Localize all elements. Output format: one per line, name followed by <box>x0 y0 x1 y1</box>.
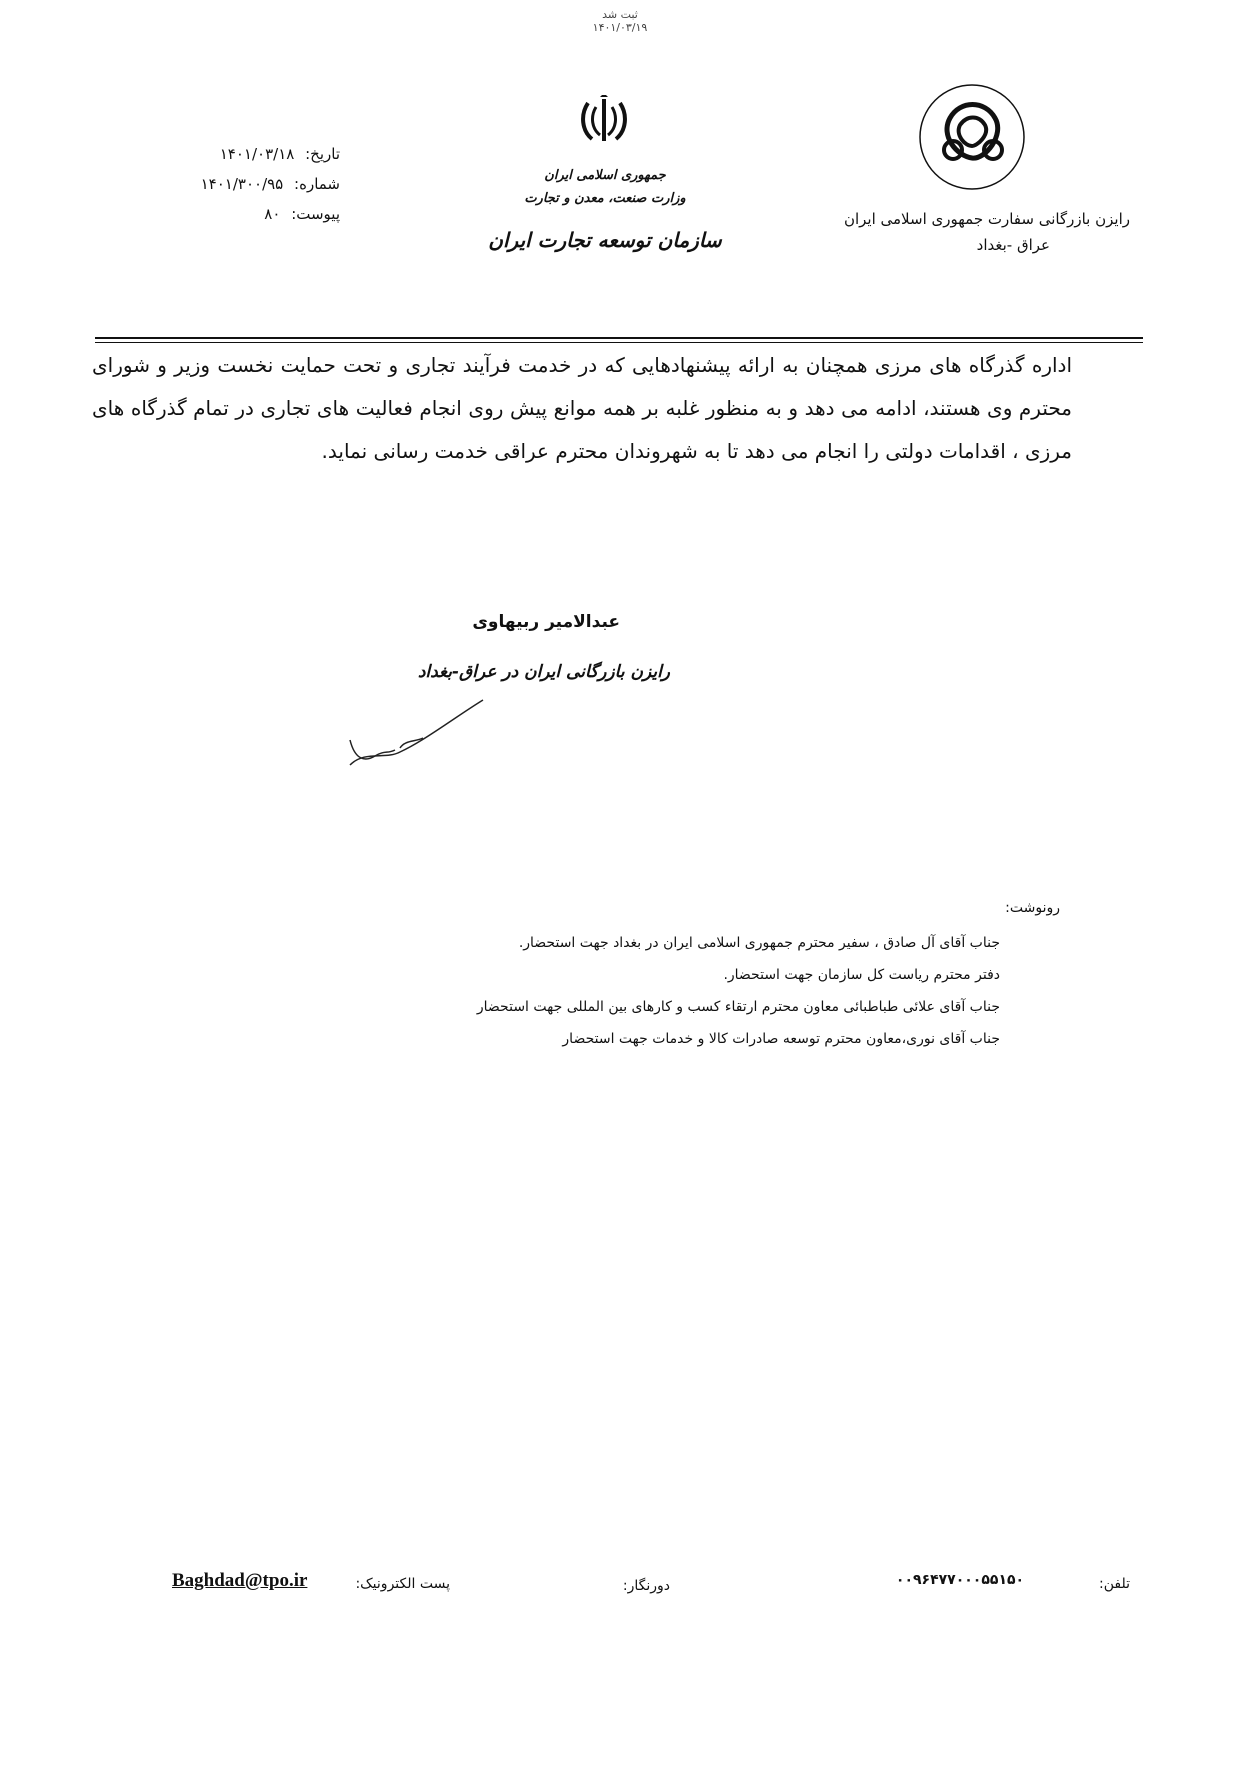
cc-item: دفتر محترم ریاست کل سازمان جهت استحضار. <box>723 967 1000 983</box>
letter-body: اداره گذرگاه های مرزی همچنان به ارائه پیشنهادهایی که در خدمت فرآیند تجاری و تحت حمایت نخست وزیر و شورای محترم وی هستند، ادامه می دهد و به منظور غلبه بر همه موانع پیش روی انجام فعالیت های تجاری در تمام گذرگاه های مرزی ، اقدامات دولتی را انجام می دهد تا به شهروندان محترم عراقی خدمت رسانی نماید. <box>92 353 1072 463</box>
office-block <box>810 210 1130 254</box>
date-value: ۱۴۰۱/۰۳/۱۸ <box>219 145 295 163</box>
republic-name: جمهوری اسلامی ایران <box>544 168 666 183</box>
stamp-line-2: ۱۴۰۱/۰۳/۱۹ <box>592 21 648 34</box>
stamp-line-1: ثبت شد <box>602 8 638 21</box>
cc-item: جناب آقای نوری،معاون محترم توسعه صادرات کالا و خدمات جهت استحضار <box>562 1031 1000 1047</box>
iran-emblem-icon <box>578 95 630 147</box>
cc-list <box>380 935 1000 1063</box>
number-label: شماره: <box>294 175 340 193</box>
registration-stamp <box>470 8 770 34</box>
office-location: عراق -بغداد <box>976 236 1050 254</box>
handwritten-signature <box>345 690 485 770</box>
number-value: ۱۴۰۱/۳۰۰/۹۵ <box>200 175 284 193</box>
ministry-block <box>460 168 750 252</box>
date-row <box>160 145 340 175</box>
number-row <box>160 175 340 205</box>
cc-item: جناب آقای آل صادق ، سفیر محترم جمهوری اسلامی ایران در بغداد جهت استحضار. <box>518 935 1000 951</box>
signatory-name: عبدالامیر ربیهاوی <box>472 612 620 632</box>
letter-meta <box>160 145 340 235</box>
attachment-label: پیوست: <box>291 205 340 223</box>
ministry-name: وزارت صنعت، معدن و تجارت <box>524 191 686 206</box>
cc-item: جناب آقای علائی طباطبائی معاون محترم ارتقاء کسب و کارهای بین المللی جهت استحضار <box>476 999 1000 1015</box>
footer-phone-label: تلفن: <box>1099 1576 1130 1592</box>
attachment-value: ۸۰ <box>264 205 281 223</box>
header-divider-thin <box>95 342 1143 343</box>
attachment-row <box>160 205 340 235</box>
cc-label: رونوشت: <box>1005 900 1060 916</box>
office-name: رایزن بازرگانی سفارت جمهوری اسلامی ایران <box>843 210 1130 228</box>
organization-name: سازمان توسعه تجارت ایران <box>488 228 722 252</box>
date-label: تاریخ: <box>305 145 340 163</box>
footer-email-link[interactable]: Baghdad@tpo.ir <box>172 1570 308 1591</box>
footer-phone-value: ۰۰۹۶۴۷۷۰۰۰۵۵۱۵۰ <box>895 1572 1025 1588</box>
header-divider <box>95 337 1143 339</box>
tpo-logo-icon <box>915 80 1030 195</box>
signatory-title: رایزن بازرگانی ایران در عراق-بغداد <box>417 662 670 682</box>
footer-email-label: پست الکترونیک: <box>355 1576 450 1592</box>
footer-fax-label: دورنگار: <box>622 1578 670 1594</box>
